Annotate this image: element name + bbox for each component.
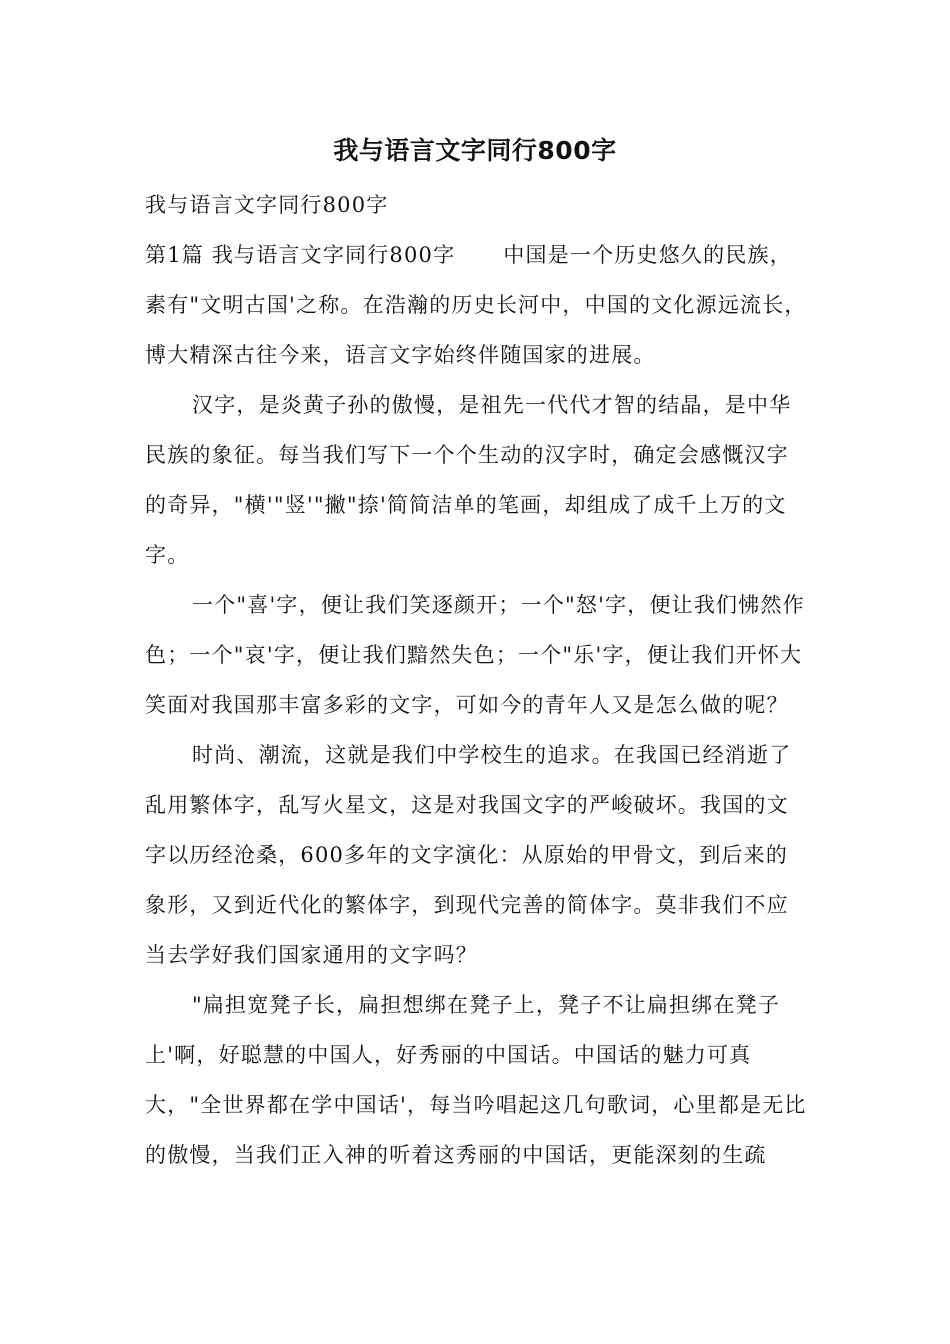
paragraph-2: 汉字，是炎黄子孙的傲慢，是祖先一代代才智的结晶，是中华民族的象征。每当我们写下一个个生动的汉字时，确定会感慨汉字的奇异，"横'"竖'"撇"捺'简简洁单的笔画，却组成了成千上万的文字。 xyxy=(145,393,792,567)
paragraph-3: 一个"喜'字，便让我们笑逐颜开；一个"怒'字，便让我们怫然作色；一个"哀'字，便让我们黯然失色；一个"乐'字，便让我们开怀大笑面对我国那丰富多彩的文字，可如今的青年人又是怎么做的呢？ xyxy=(145,593,805,717)
document-body xyxy=(145,180,810,1180)
paragraph-1 xyxy=(145,230,810,380)
paragraph-4: 时尚、潮流，这就是我们中学校生的追求。在我国已经消逝了乱用繁体字，乱写火星文，这是对我国文字的严峻破坏。我国的文字以历经沧桑，600多年的文字演化：从原始的甲骨文，到后来的象形，又到近代化的繁体字，到现代完善的简体字。莫非我们不应当去学好我们国家通用的文字吗？ xyxy=(145,743,792,967)
subtitle-line: 我与语言文字同行800字 xyxy=(145,193,389,217)
article-label: 第1篇 我与语言文字同行800字 xyxy=(145,243,456,267)
paragraph-5: "扁担宽凳子长，扁担想绑在凳子上，凳子不让扁担绑在凳子上'啊，好聪慧的中国人，好秀丽的中国话。中国话的魅力可真大，"全世界都在学中国话'，每当吟唱起这几句歌词，心里都是无比的傲慢，当我们正入神的听着这秀丽的中国话，更能深刻的生疏 xyxy=(145,993,807,1167)
paragraph-1-text: 中国是一个历史悠久的民族，素有"文明古国'之称。在浩瀚的历史长河中，中国的文化源远流长，博大精深古往今来，语言文字始终伴随国家的进展。 xyxy=(145,243,807,367)
document-title: 我与语言文字同行800字 xyxy=(333,136,617,165)
